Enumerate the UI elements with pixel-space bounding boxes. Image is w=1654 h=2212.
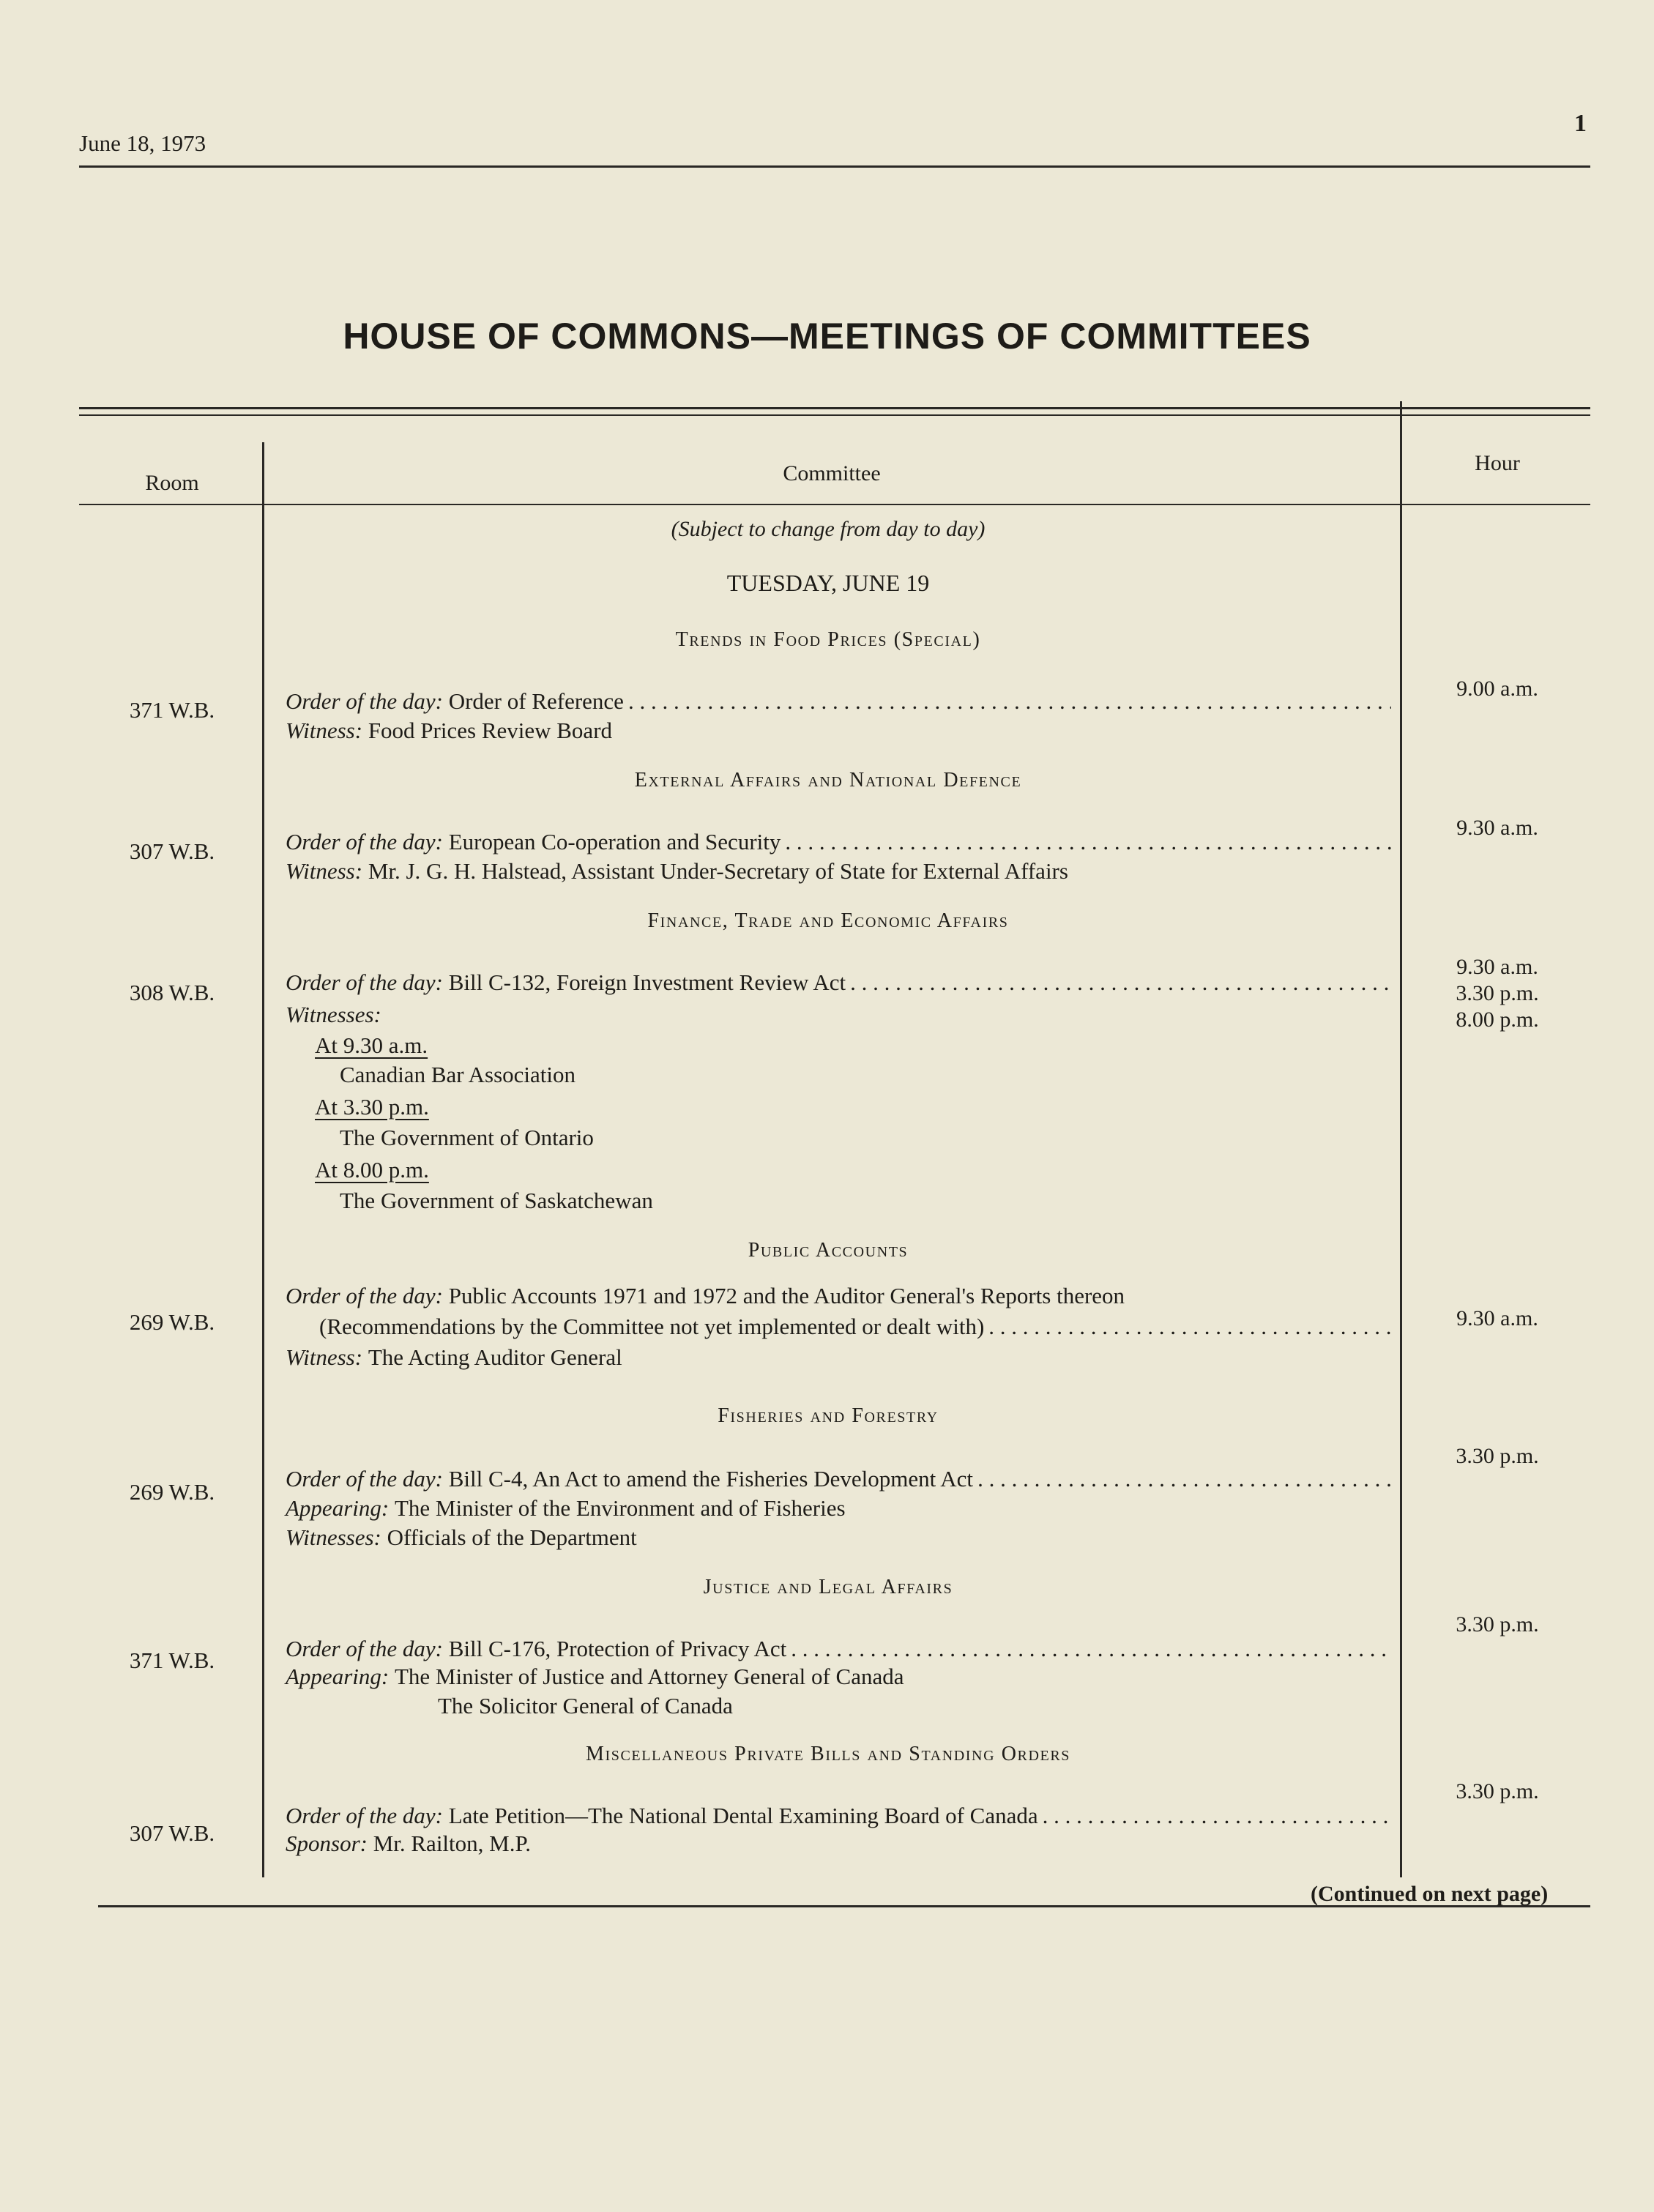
header-rule [79, 165, 1590, 168]
committee-heading: Trends in Food Prices (Special) [675, 628, 981, 651]
meeting-hour: 9.30 a.m. [1456, 816, 1538, 840]
committee-heading: External Affairs and National Defence [634, 769, 1022, 792]
order-continuation: (Recommendations by the Committee not yet implemented or dealt with) . . . [319, 1314, 1391, 1340]
order-of-day: Order of the day: Public Accounts 1971 and 1972 and the Auditor General's Reports thereon [286, 1283, 1125, 1308]
order-of-day: Order of the day: Bill C-176, Protection of Privacy Act . . . [286, 1636, 1391, 1662]
committee-heading: Fisheries and Forestry [718, 1404, 939, 1427]
column-header-room: Room [145, 471, 199, 495]
continued-note: (Continued on next page) [1311, 1882, 1549, 1906]
meeting-hour: 3.30 p.m. [1456, 1612, 1539, 1636]
committee-heading: Finance, Trade and Economic Affairs [647, 909, 1009, 932]
appearing-line: Appearing: The Minister of Justice and Attorney General of Canada [286, 1664, 904, 1689]
room-number: 371 W.B. [129, 1647, 215, 1673]
table-header-rule [79, 504, 1590, 505]
room-number: 308 W.B. [129, 980, 215, 1005]
session-witness: The Government of Saskatchewan [340, 1188, 653, 1213]
committee-heading: Public Accounts [748, 1239, 909, 1262]
schedule-subtitle: (Subject to change from day to day) [671, 517, 986, 541]
room-number: 269 W.B. [129, 1479, 215, 1505]
schedule-day: TUESDAY, JUNE 19 [726, 570, 930, 596]
room-number: 307 W.B. [129, 838, 215, 864]
meeting-hour: 9.30 a.m. [1456, 1306, 1538, 1330]
witness-line: Witness: Mr. J. G. H. Halstead, Assistant Under-Secretary of State for External Affairs [286, 858, 1068, 884]
meeting-hour: 9.00 a.m. [1456, 677, 1538, 701]
column-header-committee: Committee [783, 461, 881, 485]
meeting-hour: 3.30 p.m. [1456, 1444, 1539, 1468]
appearing-line: Appearing: The Minister of the Environment and of Fisheries [286, 1495, 846, 1521]
session-time: At 3.30 p.m. [315, 1094, 429, 1120]
room-number: 307 W.B. [129, 1820, 215, 1846]
meeting-hour: 8.00 p.m. [1456, 1008, 1539, 1032]
meeting-hour: 9.30 a.m. [1456, 955, 1538, 979]
sponsor-line: Sponsor: Mr. Railton, M.P. [286, 1831, 532, 1856]
page-title: HOUSE OF COMMONS—MEETINGS OF COMMITTEES [343, 316, 1311, 357]
witnesses-label: Witnesses: [286, 1002, 381, 1027]
order-of-day: Order of the day: Bill C-4, An Act to amend the Fisheries Development Act . . . [286, 1466, 1391, 1492]
committee-heading: Justice and Legal Affairs [703, 1576, 953, 1598]
page-number: 1 [1574, 110, 1587, 137]
room-number: 269 W.B. [129, 1309, 215, 1335]
table-divider-right [1400, 401, 1402, 1877]
meeting-hour: 3.30 p.m. [1456, 1779, 1539, 1803]
meeting-hour: 3.30 p.m. [1456, 981, 1539, 1005]
session-time: At 8.00 p.m. [315, 1157, 429, 1183]
order-of-day: Order of the day: Late Petition—The National Dental Examining Board of Canada . . . [286, 1803, 1391, 1829]
witness-line: Witness: The Acting Auditor General [286, 1344, 622, 1370]
page-date: June 18, 1973 [79, 130, 206, 156]
column-header-hour: Hour [1475, 451, 1520, 475]
order-of-day: Order of the day: Order of Reference . . . [286, 688, 1391, 715]
witness-line: Witnesses: Officials of the Department [286, 1524, 637, 1550]
session-time: At 9.30 a.m. [315, 1032, 428, 1058]
committee-heading: Miscellaneous Private Bills and Standing Orders [585, 1743, 1071, 1765]
order-of-day: Order of the day: European Co-operation and Security . . . [286, 829, 1391, 855]
room-number: 371 W.B. [129, 697, 215, 723]
witness-line: Witness: Food Prices Review Board [286, 718, 613, 743]
session-witness: Canadian Bar Association [340, 1062, 575, 1087]
table-divider-left [262, 442, 264, 1877]
appearing-continuation: The Solicitor General of Canada [438, 1693, 733, 1718]
session-witness: The Government of Ontario [340, 1125, 594, 1150]
table-top-rule-2 [79, 414, 1590, 416]
table-top-rule [79, 407, 1590, 409]
order-of-day: Order of the day: Bill C-132, Foreign Investment Review Act . . . [286, 969, 1391, 996]
